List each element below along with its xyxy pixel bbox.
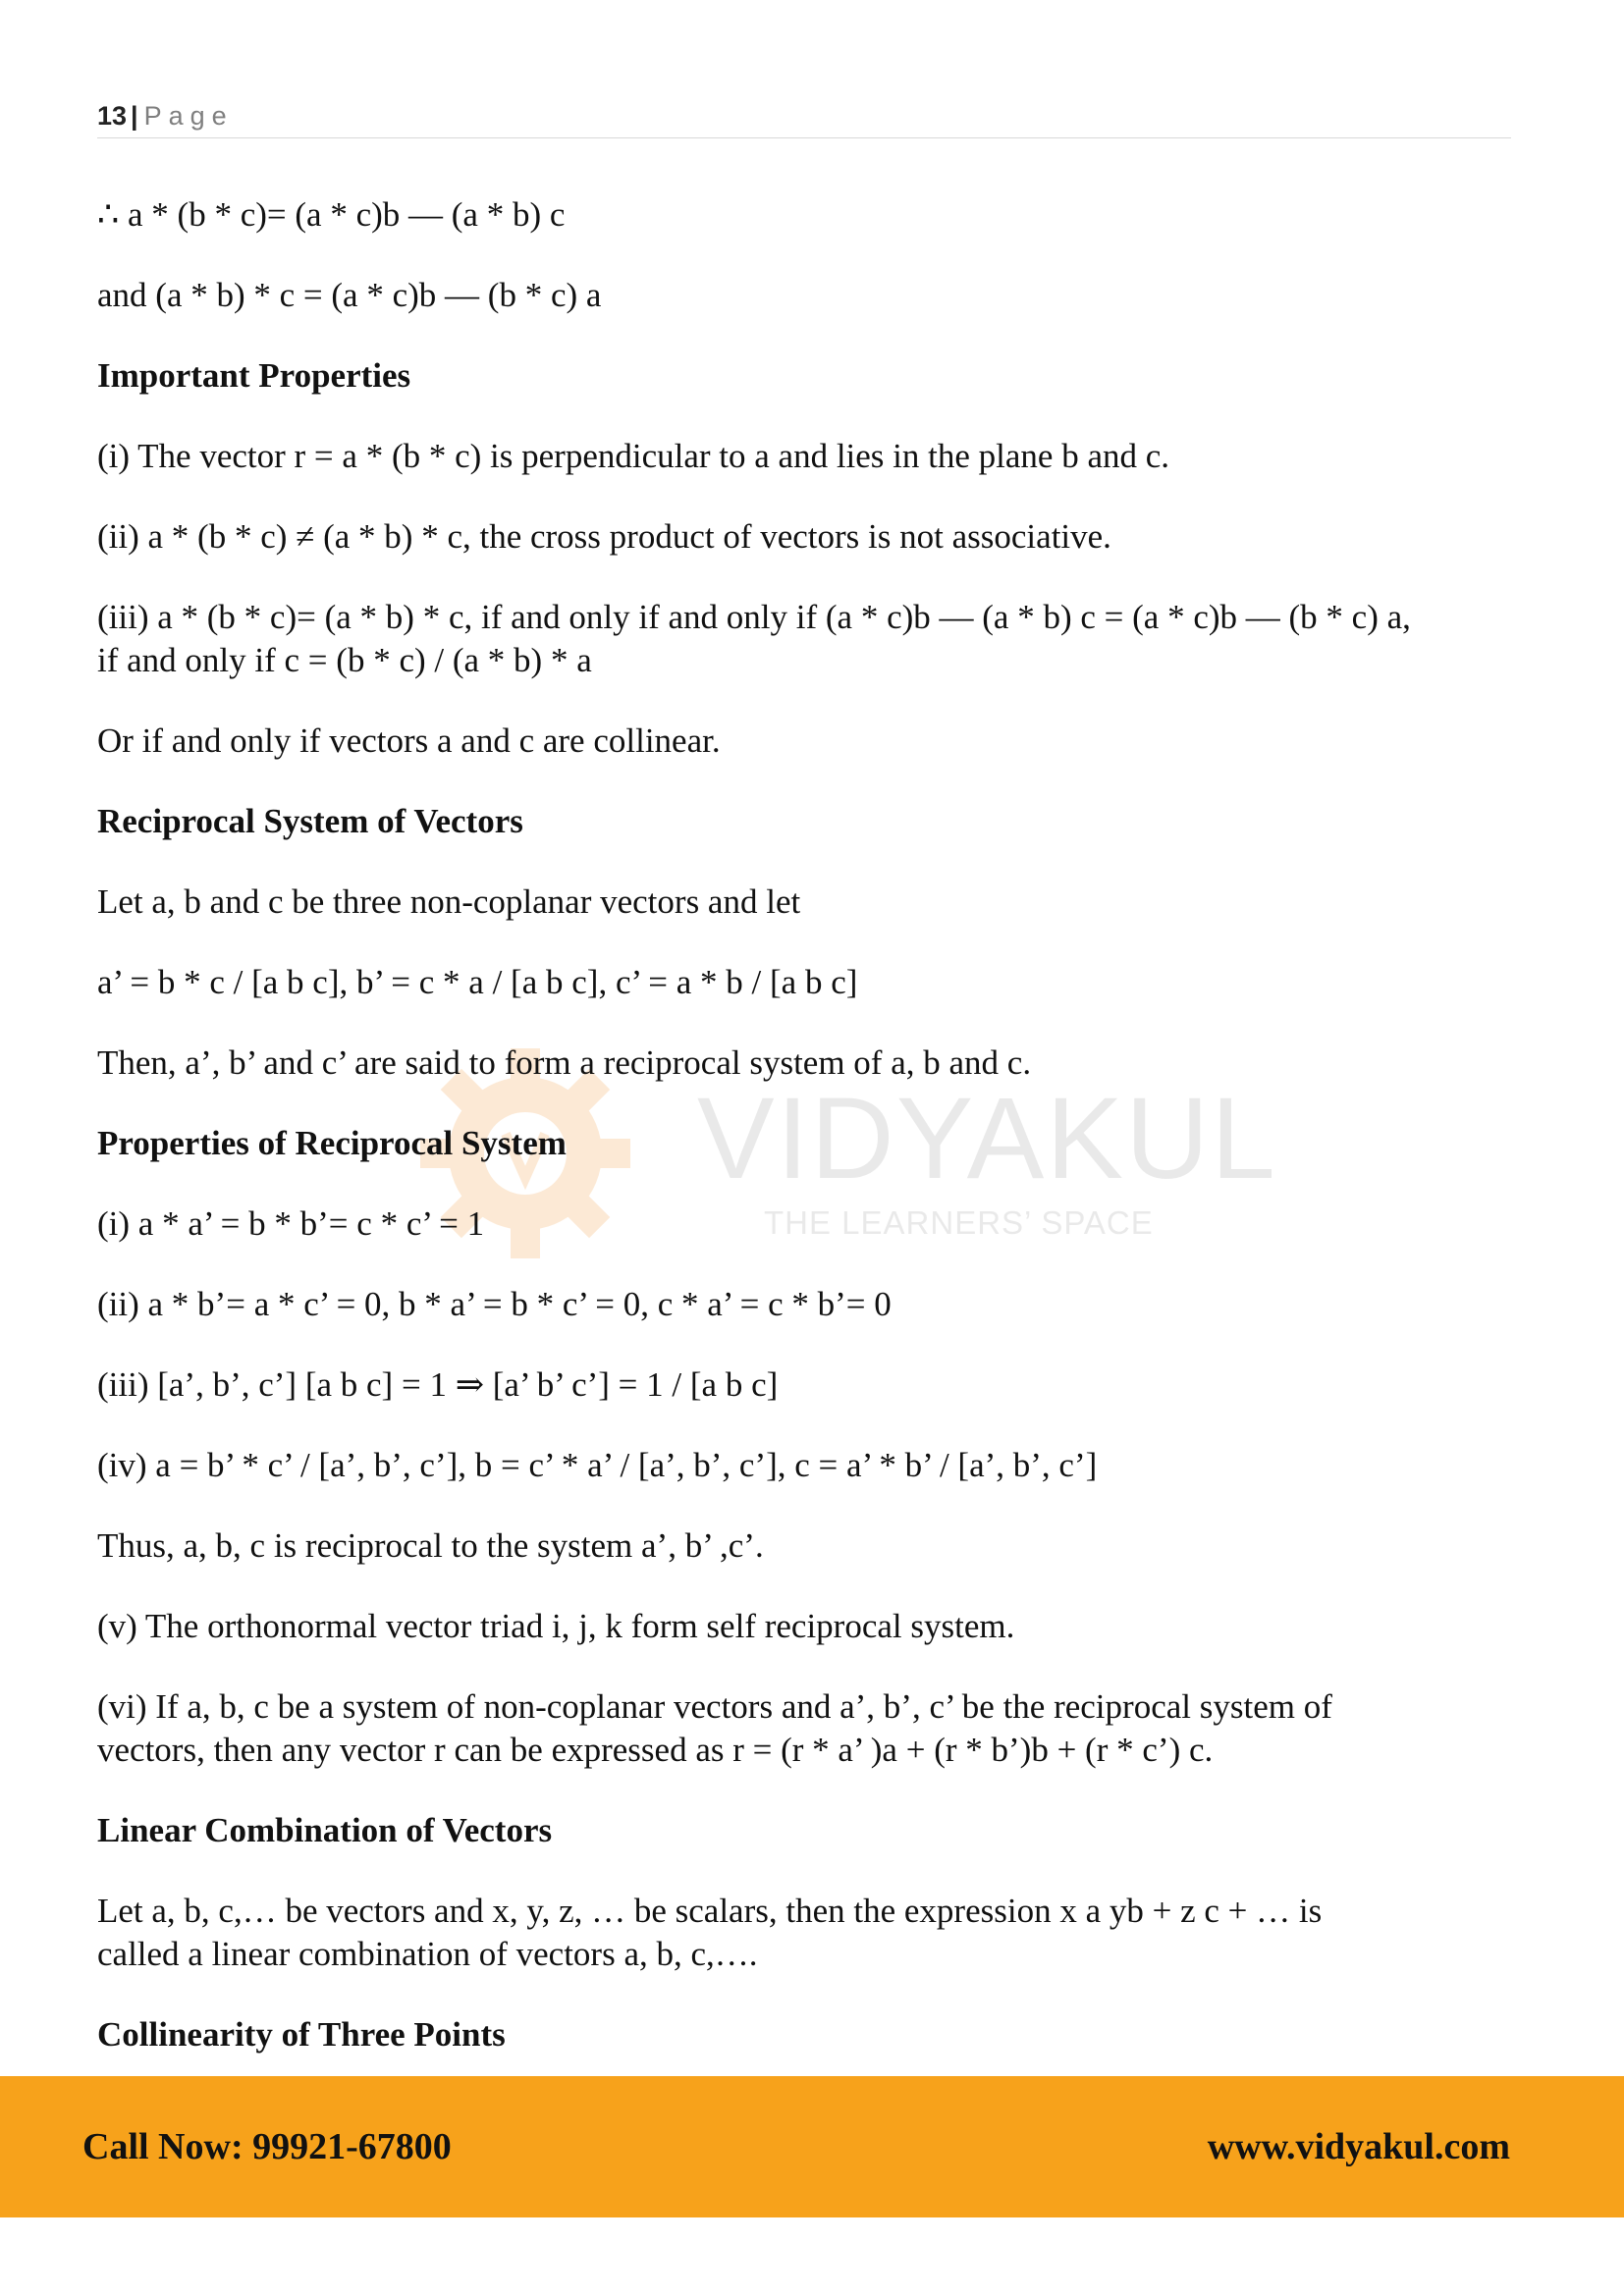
- page-separator: |: [131, 101, 138, 131]
- property-item: [97, 1685, 1516, 1772]
- website-link[interactable]: www.vidyakul.com: [1207, 2126, 1510, 2167]
- section-heading-reciprocal-system: Reciprocal System of Vectors: [97, 802, 523, 840]
- paragraph: Let a, b and c be three non-coplanar vectors and let: [97, 882, 801, 921]
- property-text: (iii) a * (b * c)= (a * b) * c, if and only if and only if (a * c)b — (a * b) c = (a * c)b — (b * c) a,: [97, 598, 1411, 636]
- section-heading-important-properties: Important Properties: [97, 356, 411, 395]
- paragraph: Or if and only if vectors a and c are collinear.: [97, 721, 721, 760]
- call-now-text: Call Now: 99921-67800: [82, 2126, 452, 2167]
- equation-line: and (a * b) * c = (a * c)b — (b * c) a: [97, 276, 602, 314]
- property-item: (ii) a * b’= a * c’ = 0, b * a’ = b * c’ = 0, c * a’ = c * b’= 0: [97, 1285, 892, 1323]
- section-heading-properties-reciprocal: Properties of Reciprocal System: [97, 1124, 567, 1162]
- page-header: [97, 96, 1511, 138]
- paragraph: [97, 1890, 1516, 1976]
- property-item: (iv) a = b’ * c’ / [a’, b’, c’], b = c’ * a’ / [a’, b’, c’], c = a’ * b’ / [a’, b’, c’]: [97, 1446, 1098, 1484]
- page-number: 13: [97, 101, 128, 131]
- property-item: (iii) [a’, b’, c’] [a b c] = 1 ⇒ [a’ b’ c’] = 1 / [a b c]: [97, 1365, 779, 1404]
- property-text: (vi) If a, b, c be a system of non-coplanar vectors and a’, b’, c’ be the reciprocal system of: [97, 1687, 1332, 1726]
- equation-line: a’ = b * c / [a b c], b’ = c * a / [a b c], c’ = a * b / [a b c]: [97, 963, 858, 1001]
- property-text: if and only if c = (b * c) / (a * b) * a: [97, 641, 592, 679]
- equation-line: ∴ a * (b * c)= (a * c)b — (a * b) c: [97, 195, 566, 234]
- watermark-title: VIDYAKUL: [697, 1074, 1277, 1203]
- property-text: vectors, then any vector r can be expressed as r = (r * a’ )a + (r * b’)b + (r * c’) c.: [97, 1731, 1214, 1769]
- footer-bar: [0, 2076, 1624, 2217]
- property-item: (i) a * a’ = b * b’= c * c’ = 1: [97, 1204, 485, 1243]
- page-label: Page: [143, 101, 234, 131]
- property-item: (ii) a * (b * c) ≠ (a * b) * c, the cross product of vectors is not associative.: [97, 517, 1111, 556]
- paragraph: Thus, a, b, c is reciprocal to the system a’, b’ ,c’.: [97, 1526, 764, 1565]
- property-item: [97, 596, 1516, 682]
- section-heading-linear-combination: Linear Combination of Vectors: [97, 1811, 553, 1849]
- paragraph-text: called a linear combination of vectors a, b, c,….: [97, 1935, 758, 1973]
- section-heading-collinearity: Collinearity of Three Points: [97, 2015, 506, 2054]
- property-item: (v) The orthonormal vector triad i, j, k form self reciprocal system.: [97, 1607, 1015, 1645]
- document-body: [97, 193, 1516, 2094]
- paragraph: Then, a’, b’ and c’ are said to form a reciprocal system of a, b and c.: [97, 1043, 1032, 1082]
- property-item: (i) The vector r = a * (b * c) is perpendicular to a and lies in the plane b and c.: [97, 437, 1170, 475]
- watermark-tagline: THE LEARNERS’ SPACE: [764, 1204, 1154, 1241]
- paragraph-text: Let a, b, c,… be vectors and x, y, z, … be scalars, then the expression x a yb + z c + … is: [97, 1892, 1323, 1930]
